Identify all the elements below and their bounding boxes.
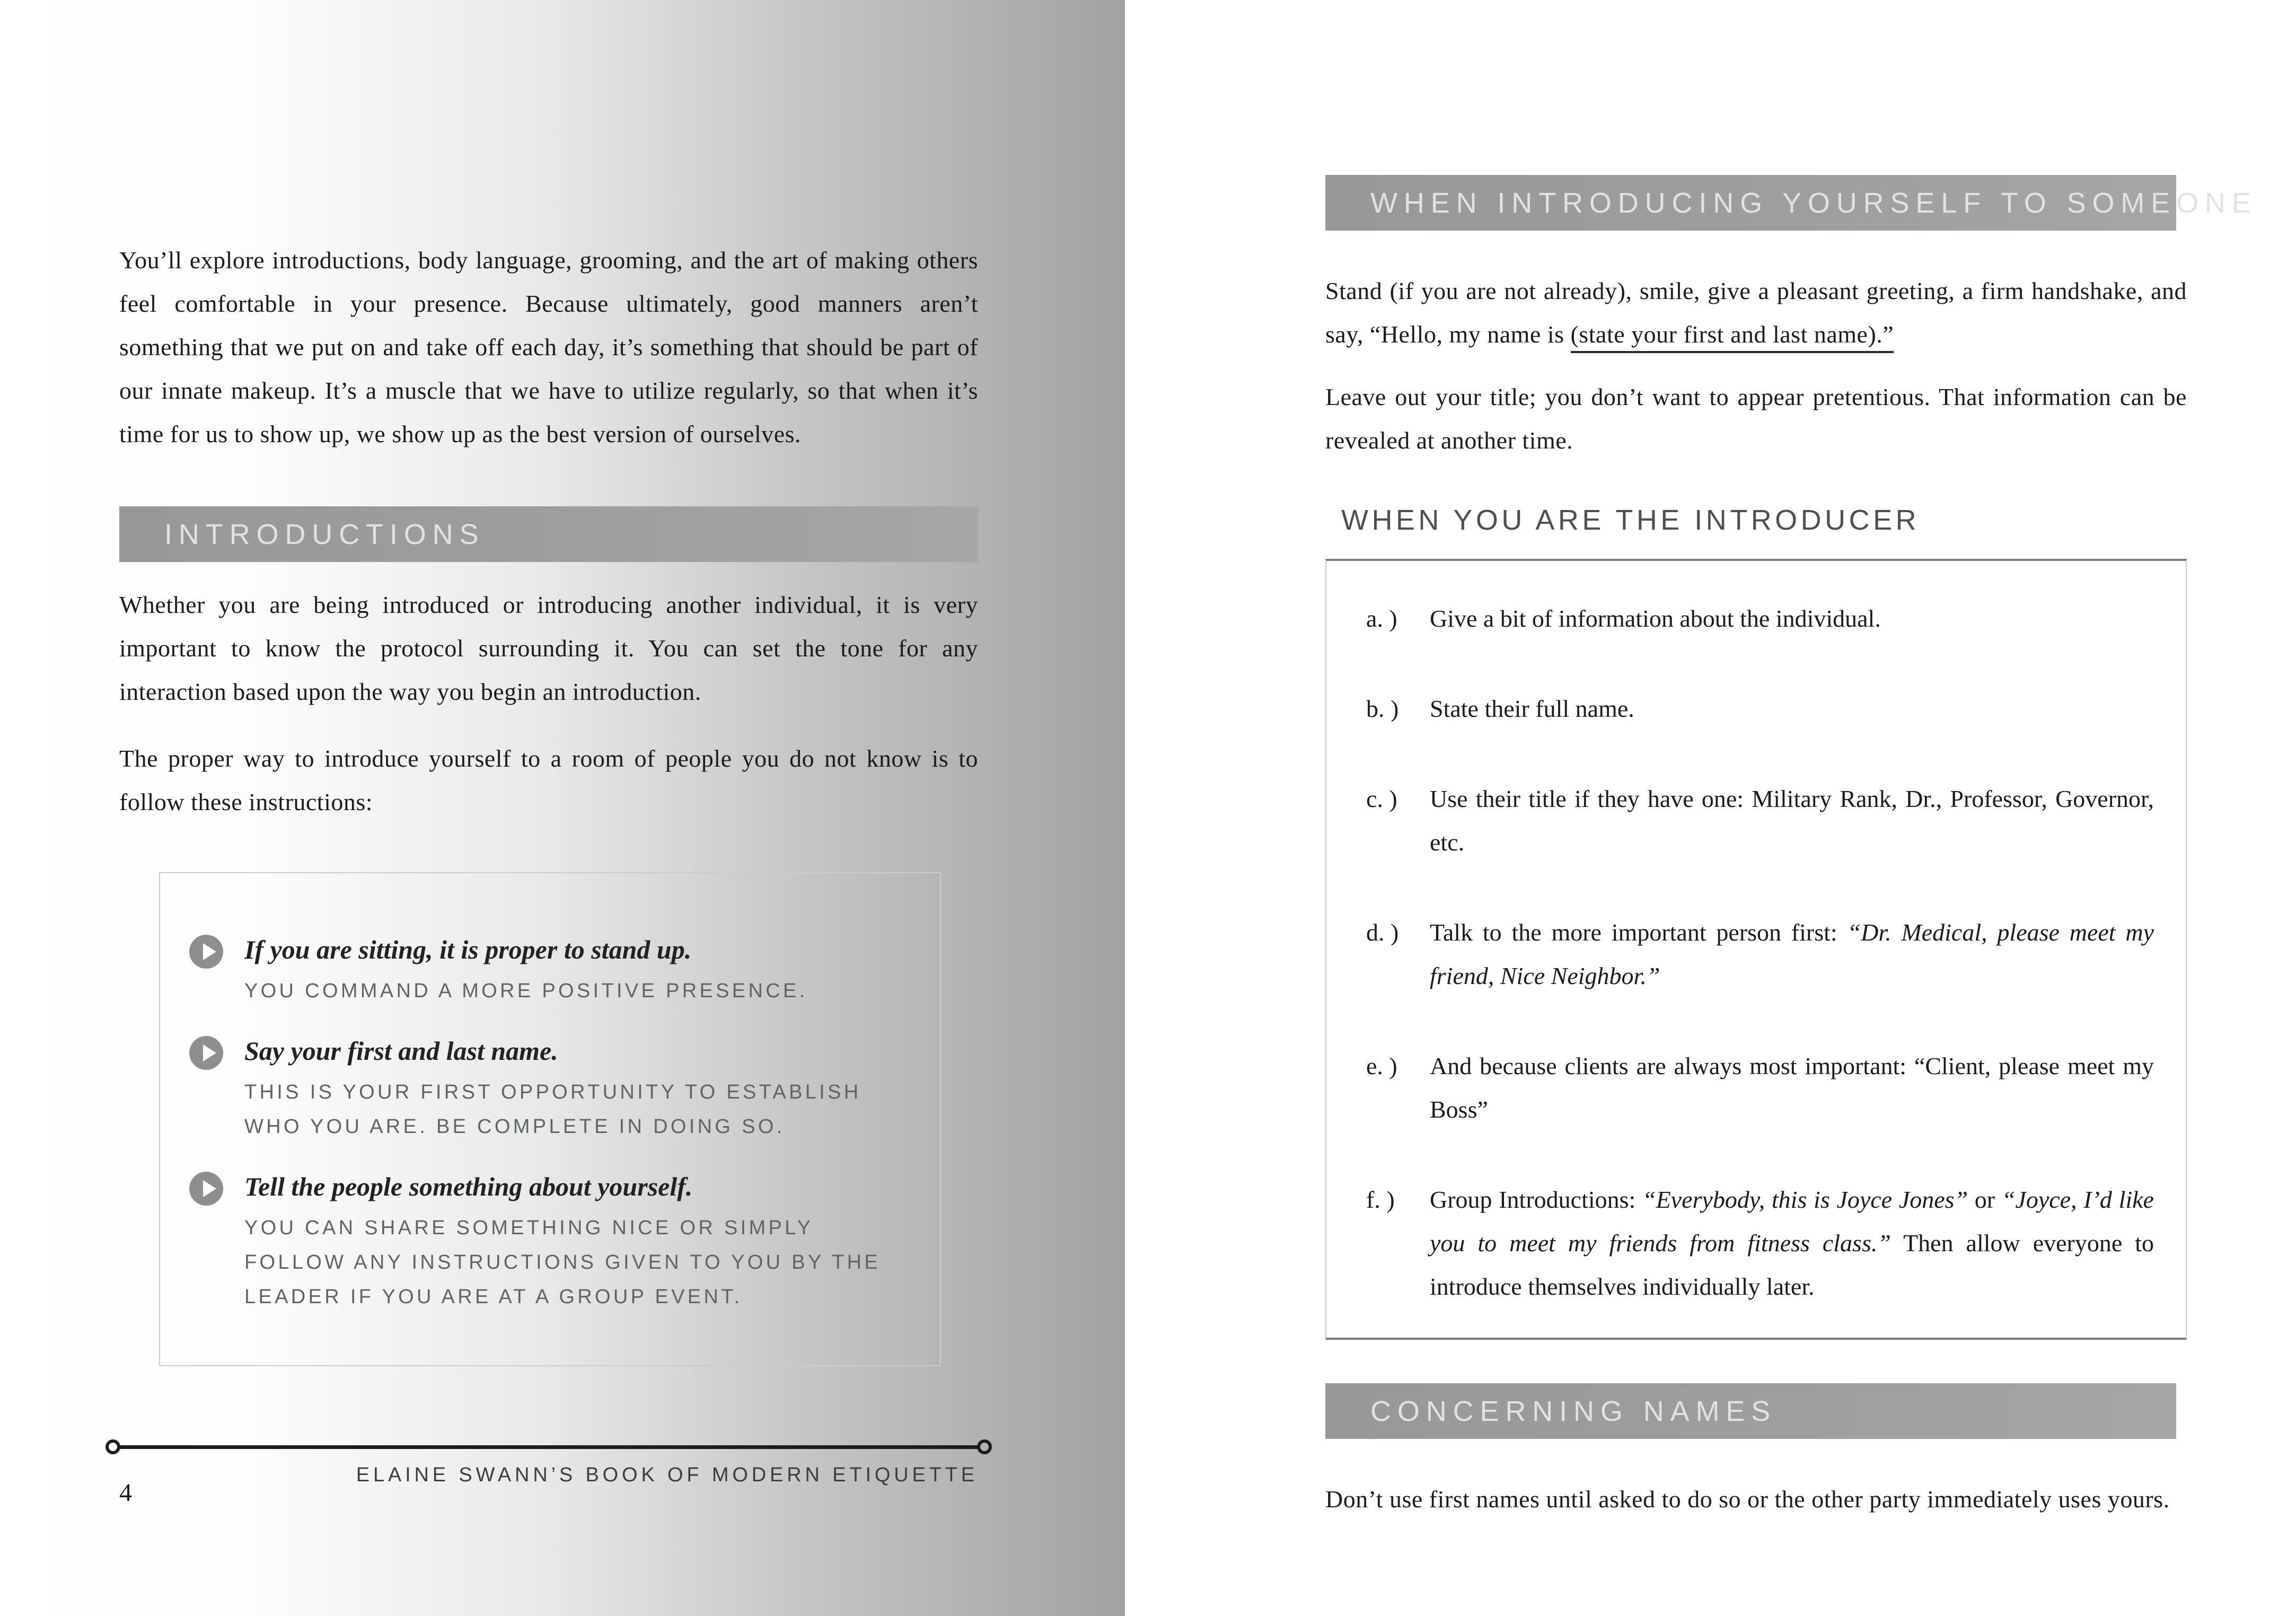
paragraph-protocol: Whether you are being introduced or introducing another individual, it is very important to know the protocol surrounding it. You can set the tone for any interaction based upon the way you begin an introduction. [119, 591, 978, 705]
introducer-box [1325, 559, 2187, 1340]
page-right [1125, 0, 2296, 1616]
right-page-content [1125, 0, 2296, 1521]
instruction-detail: YOU COMMAND A MORE POSITIVE PRESENCE. [244, 980, 808, 1002]
list-item-text-normal: or [1968, 1186, 2002, 1213]
play-bullet-icon [189, 1036, 223, 1070]
list-item-text-italic: “Everybody, this is Joyce Jones” [1642, 1186, 1968, 1213]
list-item [189, 1034, 892, 1144]
list-item-label: e. ) [1366, 1052, 1397, 1079]
paragraph-proper-way: The proper way to introduce yourself to a room of people you do not know is to follow these instructions: [119, 745, 978, 815]
instruction-lead: Tell the people something about yourself. [244, 1172, 693, 1201]
list-item-label: f. ) [1366, 1186, 1395, 1213]
instructions-box [159, 872, 941, 1366]
instruction-detail: THIS IS YOUR FIRST OPPORTUNITY TO ESTABLISH WHO YOU ARE. BE COMPLETE IN DOING SO. [244, 1081, 861, 1138]
list-item [1366, 597, 2154, 640]
intro-paragraph: You’ll explore introductions, body language, grooming, and the art of making others feel comfortable in your presence. Because ultimately, good manners aren’t something that we put on and take off each day, it’s something that should be part of our innate makeup. It’s a muscle that we have to utilize regularly, so that when it’s time for us to show up, we show up as the best version of ourselves. [119, 247, 978, 447]
list-item-text-normal: Then allow everyone to introduce themselves individually later. [1430, 1229, 2154, 1300]
paragraph-stand-underlined: (state your first and last name).” [1571, 321, 1894, 353]
list-item-label: c. ) [1366, 785, 1397, 812]
section-header-introductions [119, 506, 978, 562]
left-page-content [0, 0, 1125, 1366]
list-item-label: a. ) [1366, 605, 1397, 632]
paragraph-first-names: Don’t use first names until asked to do so or the other party immediately uses yours. [1325, 1486, 2170, 1513]
list-item [1366, 777, 2154, 864]
paragraph-leave-title: Leave out your title; you don’t want to appear pretentious. That information can be revealed at another time. [1325, 383, 2187, 454]
list-item-text: And because clients are always most important: “Client, please meet my Boss” [1430, 1052, 2154, 1123]
section-header-concerning-names [1325, 1383, 2176, 1439]
left-page-footer [119, 1445, 978, 1507]
instruction-lead: Say your first and last name. [244, 1036, 558, 1066]
list-item-text [1430, 911, 2154, 998]
list-item-text: State their full name. [1430, 695, 1634, 722]
footer-rule [119, 1445, 978, 1449]
footer-book-title: ELAINE SWANN’S BOOK OF MODERN ETIQUETTE [356, 1464, 978, 1486]
list-item-body [244, 933, 808, 1008]
instruction-detail: YOU CAN SHARE SOMETHING NICE OR SIMPLY FOLLOW ANY INSTRUCTIONS GIVEN TO YOU BY THE LEADER IF YOU ARE AT A GROUP EVENT. [244, 1217, 881, 1308]
list-item-body [244, 1170, 892, 1314]
list-item [189, 1170, 892, 1314]
list-item [189, 933, 892, 1008]
page-left [0, 0, 1125, 1616]
list-item-text-italic: “Dr. Medical, please meet my friend, Nice Neighbor.” [1430, 919, 2154, 989]
paragraph-stand-normal: Stand (if you are not already), smile, give a pleasant greeting, a firm handshake, and say, “Hello, my name is [1325, 277, 2187, 348]
section-header-introductions-label: INTRODUCTIONS [164, 518, 485, 550]
list-item-label: d. ) [1366, 919, 1399, 946]
list-item [1366, 1044, 2154, 1131]
page-number: 4 [119, 1479, 132, 1507]
section-header-introducing-yourself-label: WHEN INTRODUCING YOURSELF TO SOMEONE [1370, 187, 2257, 219]
list-item [1366, 1178, 2154, 1308]
list-item-body [244, 1034, 892, 1144]
list-item-label: b. ) [1366, 695, 1399, 722]
section-header-concerning-names-label: CONCERNING NAMES [1370, 1395, 1777, 1427]
play-bullet-icon [189, 1172, 223, 1206]
play-bullet-icon [189, 935, 223, 969]
list-item-text: Use their title if they have one: Military Rank, Dr., Professor, Governor, etc. [1430, 785, 2154, 856]
list-item-text-normal: Group Introductions: [1430, 1186, 1642, 1213]
list-item-text: Give a bit of information about the individual. [1430, 605, 1881, 632]
instruction-lead: If you are sitting, it is proper to stand up. [244, 935, 692, 964]
list-item-text-normal: Talk to the more important person first: [1430, 919, 1848, 946]
section-header-introducing-yourself [1325, 175, 2257, 231]
list-item-text [1430, 1178, 2154, 1308]
paragraph-stand [1325, 269, 2187, 356]
list-item-text-italic: “Joyce, I’d like you to meet my friends from fitness class.” [1430, 1186, 2154, 1257]
list-item [1366, 687, 2154, 731]
introducer-heading: WHEN YOU ARE THE INTRODUCER [1341, 504, 1920, 536]
list-item [1366, 911, 2154, 998]
